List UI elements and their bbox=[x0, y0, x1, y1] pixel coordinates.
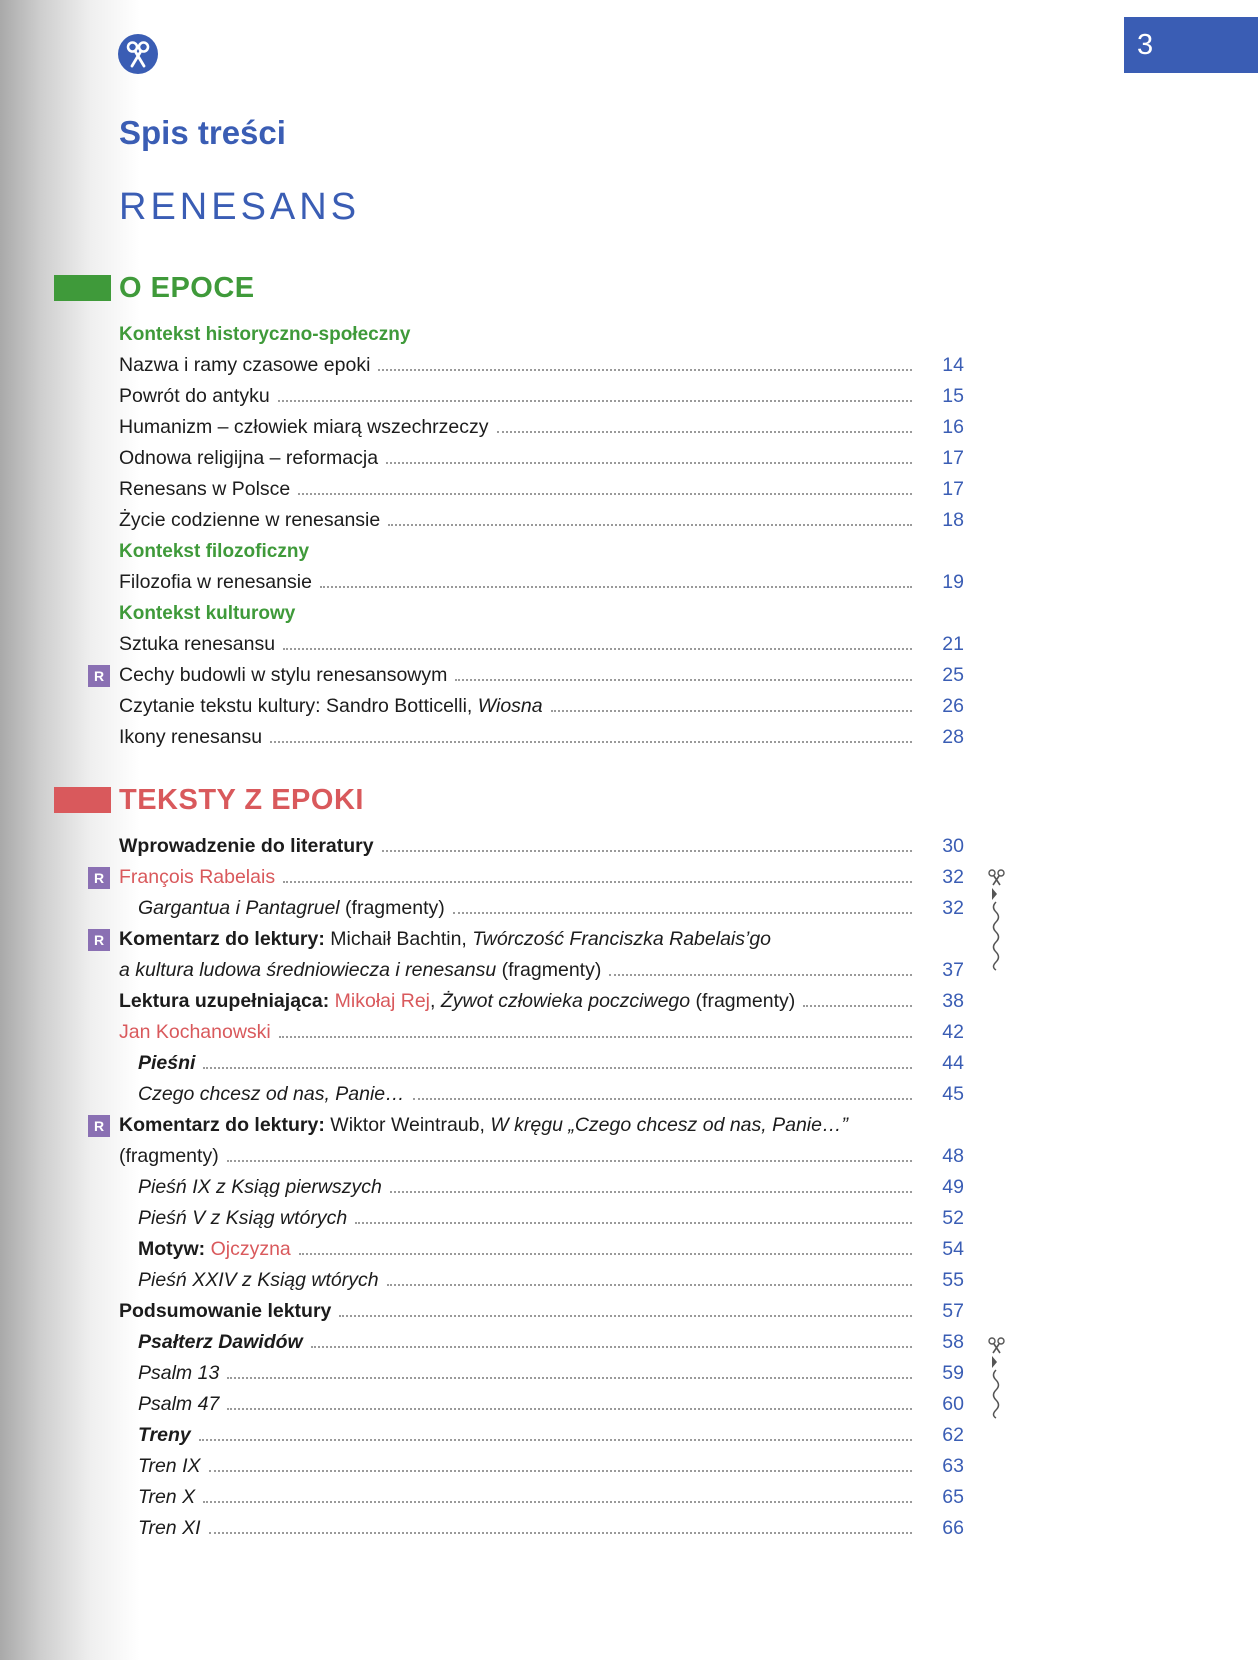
page-ref: 15 bbox=[942, 385, 964, 407]
page-ref: 62 bbox=[942, 1424, 964, 1446]
scissors-icon bbox=[118, 34, 158, 74]
toc-entry[interactable]: Nazwa i ramy czasowe epoki 14 bbox=[119, 354, 964, 376]
toc-entry[interactable]: Odnowa religijna – reformacja 17 bbox=[119, 447, 964, 469]
toc-entry[interactable]: Powrót do antyku 15 bbox=[119, 385, 964, 407]
dot-leader bbox=[386, 462, 912, 464]
dot-leader bbox=[387, 1284, 912, 1286]
epoch-title: RENESANS bbox=[119, 186, 361, 228]
page-ref: 17 bbox=[942, 447, 964, 469]
page-ref: 30 bbox=[942, 835, 964, 857]
scissors-cut-line-icon bbox=[986, 868, 1008, 986]
toc-entry[interactable]: Tren X 65 bbox=[138, 1486, 964, 1508]
toc-entry[interactable]: Życie codzienne w renesansie 18 bbox=[119, 509, 964, 531]
toc-entry[interactable]: Psalm 13 59 bbox=[138, 1362, 964, 1384]
page-ref: 25 bbox=[942, 664, 964, 686]
extended-level-badge: R bbox=[88, 867, 110, 889]
page-ref: 26 bbox=[942, 695, 964, 717]
toc-entry[interactable]: Komentarz do lektury: Wiktor Weintraub, W kręgu „Czego chcesz od nas, Panie…” bbox=[119, 1114, 848, 1136]
page-ref: 16 bbox=[942, 416, 964, 438]
toc-entry[interactable]: Pieśń V z Ksiąg wtórych 52 bbox=[138, 1207, 964, 1229]
page-ref: 44 bbox=[942, 1052, 964, 1074]
page-number: 3 bbox=[1137, 29, 1154, 61]
section-title: O EPOCE bbox=[119, 271, 255, 304]
dot-leader bbox=[270, 741, 912, 743]
toc-entry[interactable]: Renesans w Polsce 17 bbox=[119, 478, 964, 500]
toc-entry[interactable]: Motyw: Ojczyzna 54 bbox=[138, 1238, 964, 1260]
toc-entry[interactable]: Ikony renesansu 28 bbox=[119, 726, 964, 748]
extended-level-badge: R bbox=[88, 1115, 110, 1137]
dot-leader bbox=[455, 679, 912, 681]
toc-entry[interactable]: Psałterz Dawidów 58 bbox=[138, 1331, 964, 1353]
page-ref: 18 bbox=[942, 509, 964, 531]
dot-leader bbox=[283, 648, 912, 650]
toc-entry[interactable]: Wprowadzenie do literatury 30 bbox=[119, 835, 964, 857]
toc-entry[interactable]: Czego chcesz od nas, Panie… 45 bbox=[138, 1083, 964, 1105]
dot-leader bbox=[227, 1377, 912, 1379]
page-ref: 17 bbox=[942, 478, 964, 500]
dot-leader bbox=[299, 1253, 912, 1255]
toc-entry[interactable]: Pieśń IX z Ksiąg pierwszych 49 bbox=[138, 1176, 964, 1198]
toc-entry[interactable]: Sztuka renesansu 21 bbox=[119, 633, 964, 655]
page-ref: 42 bbox=[942, 1021, 964, 1043]
dot-leader bbox=[378, 369, 912, 371]
toc-entry[interactable]: Jan Kochanowski 42 bbox=[119, 1021, 964, 1043]
dot-leader bbox=[355, 1222, 912, 1224]
page-ref: 65 bbox=[942, 1486, 964, 1508]
toc-entry[interactable]: Lektura uzupełniająca: Mikołaj Rej, Żywot człowieka poczciwego (fragmenty) 38 bbox=[119, 990, 964, 1012]
dot-leader bbox=[803, 1005, 912, 1007]
page-gutter-shadow bbox=[0, 0, 140, 1660]
page-ref: 58 bbox=[942, 1331, 964, 1353]
page-ref: 32 bbox=[942, 897, 964, 919]
toc-entry[interactable]: Treny 62 bbox=[138, 1424, 964, 1446]
page-ref: 38 bbox=[942, 990, 964, 1012]
dot-leader bbox=[382, 850, 912, 852]
toc-entry[interactable]: Gargantua i Pantagruel (fragmenty) 32 bbox=[138, 897, 964, 919]
extended-level-badge: R bbox=[88, 929, 110, 951]
dot-leader bbox=[551, 710, 912, 712]
page-ref: 66 bbox=[942, 1517, 964, 1539]
dot-leader bbox=[209, 1532, 913, 1534]
page-ref: 19 bbox=[942, 571, 964, 593]
dot-leader bbox=[390, 1191, 912, 1193]
toc-entry[interactable]: Psalm 47 60 bbox=[138, 1393, 964, 1415]
dot-leader bbox=[339, 1315, 912, 1317]
page-ref: 21 bbox=[942, 633, 964, 655]
dot-leader bbox=[311, 1346, 912, 1348]
dot-leader bbox=[453, 912, 912, 914]
dot-leader bbox=[203, 1501, 912, 1503]
dot-leader bbox=[279, 1036, 912, 1038]
page-ref: 45 bbox=[942, 1083, 964, 1105]
section-header-o-epoce bbox=[54, 271, 255, 305]
toc-entry[interactable]: Pieśń XXIV z Ksiąg wtórych 55 bbox=[138, 1269, 964, 1291]
toc-entry[interactable]: Filozofia w renesansie 19 bbox=[119, 571, 964, 593]
toc-entry[interactable]: Cechy budowli w stylu renesansowym 25 bbox=[119, 664, 964, 686]
toc-entry[interactable]: Podsumowanie lektury 57 bbox=[119, 1300, 964, 1322]
toc-entry[interactable]: Czytanie tekstu kultury: Sandro Botticelli, Wiosna 26 bbox=[119, 695, 964, 717]
toc-entry[interactable]: Pieśni 44 bbox=[138, 1052, 964, 1074]
dot-leader bbox=[609, 974, 912, 976]
dot-leader bbox=[227, 1408, 912, 1410]
section-header-teksty-z-epoki bbox=[54, 783, 364, 817]
dot-leader bbox=[283, 881, 912, 883]
page-ref: 14 bbox=[942, 354, 964, 376]
page-ref: 52 bbox=[942, 1207, 964, 1229]
page-ref: 55 bbox=[942, 1269, 964, 1291]
page-ref: 54 bbox=[942, 1238, 964, 1260]
dot-leader bbox=[320, 586, 912, 588]
page-ref: 37 bbox=[942, 959, 964, 981]
toc-category: Kontekst historyczno-społeczny bbox=[119, 323, 411, 345]
page-ref: 57 bbox=[942, 1300, 964, 1322]
dot-leader bbox=[203, 1067, 912, 1069]
dot-leader bbox=[278, 400, 912, 402]
toc-title: Spis treści bbox=[119, 114, 286, 151]
page-number-tab bbox=[1124, 17, 1258, 73]
section-color-bar bbox=[54, 787, 111, 813]
page-ref: 48 bbox=[942, 1145, 964, 1167]
toc-entry[interactable]: Tren XI 66 bbox=[138, 1517, 964, 1539]
page-ref: 28 bbox=[942, 726, 964, 748]
dot-leader bbox=[227, 1160, 912, 1162]
dot-leader bbox=[413, 1098, 912, 1100]
toc-entry[interactable]: François Rabelais 32 bbox=[119, 866, 964, 888]
toc-entry[interactable]: Komentarz do lektury: Michaił Bachtin, Twórczość Franciszka Rabelais’go bbox=[119, 928, 772, 950]
toc-category: Kontekst kulturowy bbox=[119, 602, 296, 624]
page-ref: 32 bbox=[942, 866, 964, 888]
dot-leader bbox=[497, 431, 912, 433]
dot-leader bbox=[298, 493, 912, 495]
section-title: TEKSTY Z EPOKI bbox=[119, 783, 364, 816]
dot-leader bbox=[199, 1439, 912, 1441]
page-ref: 63 bbox=[942, 1455, 964, 1477]
page-ref: 60 bbox=[942, 1393, 964, 1415]
scissors-cut-line-icon bbox=[986, 1336, 1008, 1420]
dot-leader bbox=[209, 1470, 913, 1472]
toc-entry-continued[interactable]: a kultura ludowa średniowiecza i renesansu (fragmenty) 37 bbox=[119, 959, 964, 981]
toc-entry-continued[interactable]: (fragmenty) 48 bbox=[119, 1145, 964, 1167]
section-color-bar bbox=[54, 275, 111, 301]
toc-entry[interactable]: Tren IX 63 bbox=[138, 1455, 964, 1477]
page-ref: 49 bbox=[942, 1176, 964, 1198]
toc-category: Kontekst filozoficzny bbox=[119, 540, 310, 562]
dot-leader bbox=[388, 524, 912, 526]
page-ref: 59 bbox=[942, 1362, 964, 1384]
toc-entry[interactable]: Humanizm – człowiek miarą wszechrzeczy 16 bbox=[119, 416, 964, 438]
extended-level-badge: R bbox=[88, 665, 110, 687]
